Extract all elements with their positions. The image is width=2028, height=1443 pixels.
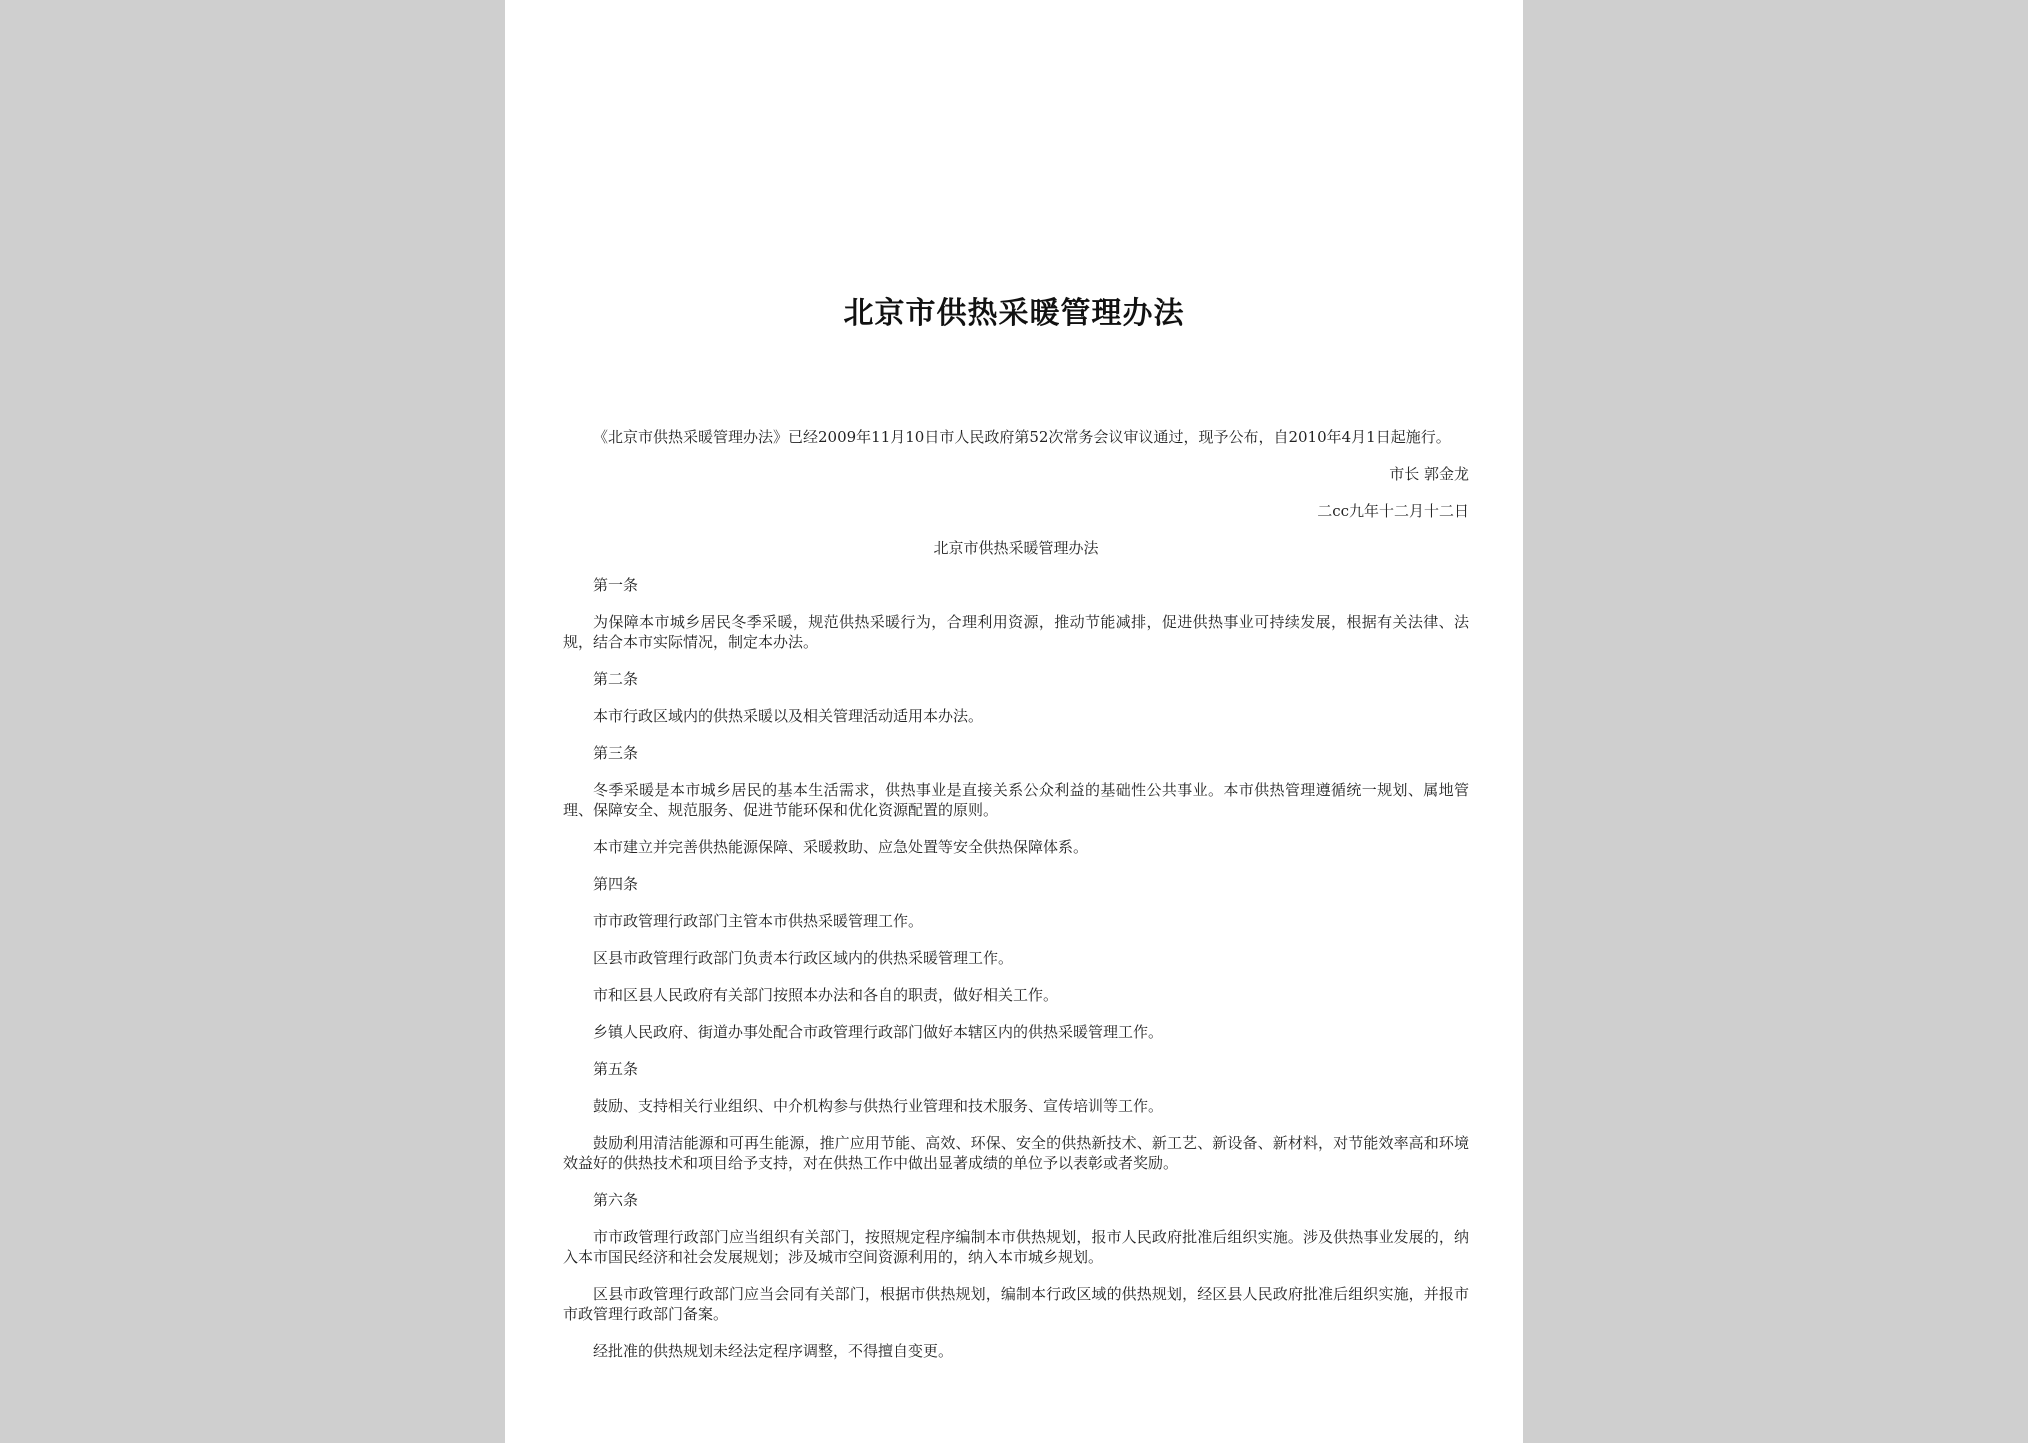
article-paragraph: 区县市政管理行政部门负责本行政区域内的供热采暖管理工作。: [593, 949, 1014, 967]
article-paragraph: 为保障本市城乡居民冬季采暖，规范供热采暖行为，合理利用资源，推动节能减排，促进供热事业可持续发展，根据有关法律、法规，结合本市实际情况，制定本办法。: [563, 613, 1469, 651]
article-heading: 第五条: [593, 1060, 639, 1078]
article-paragraph: 乡镇人民政府、街道办事处配合市政管理行政部门做好本辖区内的供热采暖管理工作。: [593, 1023, 1164, 1041]
article-paragraph: 本市建立并完善供热能源保障、采暖救助、应急处置等安全供热保障体系。: [593, 838, 1089, 856]
article-paragraph: 市和区县人民政府有关部门按照本办法和各自的职责，做好相关工作。: [593, 986, 1059, 1004]
article-heading: 第四条: [593, 875, 639, 893]
article-paragraph: 市市政管理行政部门应当组织有关部门，按照规定程序编制本市供热规划，报市人民政府批准后组织实施。涉及供热事业发展的，纳入本市国民经济和社会发展规划；涉及城市空间资源利用的，纳入本市城乡规划。: [563, 1228, 1469, 1266]
article-paragraph: 市市政管理行政部门主管本市供热采暖管理工作。: [593, 912, 924, 930]
article-paragraph: 鼓励、支持相关行业组织、中介机构参与供热行业管理和技术服务、宣传培训等工作。: [593, 1097, 1164, 1115]
article-paragraph: 鼓励利用清洁能源和可再生能源，推广应用节能、高效、环保、安全的供热新技术、新工艺、新设备、新材料，对节能效率高和环境效益好的供热技术和项目给予支持，对在供热工作中做出显著成绩的单位予以表彰或者奖励。: [563, 1134, 1469, 1172]
article-heading: 第二条: [593, 670, 639, 688]
article-heading: 第一条: [593, 576, 639, 594]
signature: 市长 郭金龙: [1389, 465, 1469, 483]
document-body: [563, 427, 1469, 1378]
article-heading: 第三条: [593, 744, 639, 762]
article-paragraph: 区县市政管理行政部门应当会同有关部门，根据市供热规划，编制本行政区域的供热规划，经区县人民政府批准后组织实施，并报市市政管理行政部门备案。: [563, 1285, 1469, 1323]
article-paragraph: 冬季采暖是本市城乡居民的基本生活需求，供热事业是直接关系公众利益的基础性公共事业。本市供热管理遵循统一规划、属地管理、保障安全、规范服务、促进节能环保和优化资源配置的原则。: [563, 781, 1469, 819]
article-heading: 第六条: [593, 1191, 639, 1209]
document-page: [505, 0, 1523, 1443]
intro-paragraph: 《北京市供热采暖管理办法》已经2009年11月10日市人民政府第52次常务会议审议通过，现予公布，自2010年4月1日起施行。: [593, 428, 1451, 446]
document-subtitle: 北京市供热采暖管理办法: [933, 539, 1099, 557]
publish-date: 二cc九年十二月十二日: [1317, 502, 1469, 520]
article-paragraph: 本市行政区域内的供热采暖以及相关管理活动适用本办法。: [593, 707, 984, 725]
document-title: 北京市供热采暖管理办法: [843, 296, 1185, 331]
article-paragraph: 经批准的供热规划未经法定程序调整，不得擅自变更。: [593, 1342, 954, 1360]
